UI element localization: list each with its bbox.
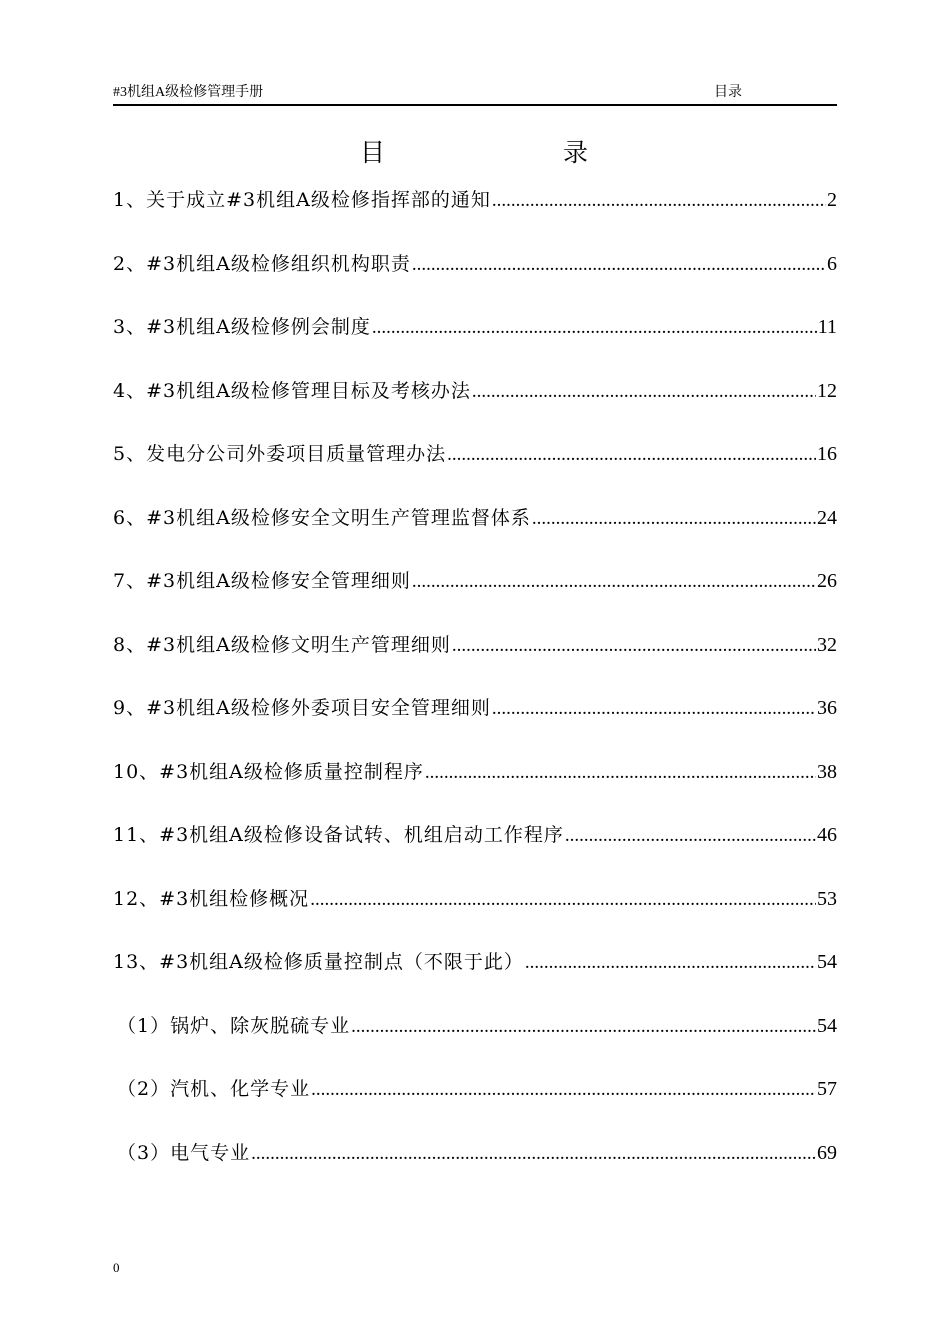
toc-entry[interactable] [113, 436, 837, 472]
toc-entry-label: 10、#3机组A级检修质量控制程序 [113, 760, 424, 783]
toc-subentry-page: 57 [817, 1078, 837, 1100]
page-header [113, 84, 837, 106]
toc-entry[interactable] [113, 690, 837, 726]
toc-entry[interactable] [113, 881, 837, 917]
toc-leader-dots [447, 437, 816, 473]
toc-leader-dots [251, 1136, 816, 1172]
toc-entry-label: 1、关于成立#3机组A级检修指挥部的通知 [113, 189, 491, 211]
toc-subentry[interactable] [113, 1071, 837, 1107]
toc-entry-page: 2 [827, 189, 837, 211]
toc-entry-page: 16 [817, 443, 837, 465]
toc-leader-dots [492, 691, 816, 727]
toc-entry-label: 8、#3机组A级检修文明生产管理细则 [113, 633, 451, 656]
toc-leader-dots [452, 628, 816, 664]
toc-subentry-label: （2）汽机、化学专业 [117, 1078, 311, 1100]
toc-subentry-label: （3）电气专业 [117, 1141, 251, 1164]
toc-entry-page: 46 [817, 824, 837, 846]
toc-title-char-2: 录 [563, 138, 589, 167]
toc-title [360, 133, 600, 169]
toc-leader-dots [492, 183, 826, 219]
toc-entry[interactable] [113, 563, 837, 599]
toc-leader-dots [412, 564, 816, 600]
toc-entry-page: 38 [817, 760, 837, 783]
toc-entry[interactable] [113, 182, 837, 218]
toc-entry[interactable] [113, 817, 837, 853]
toc-entry-label: 9、#3机组A级检修外委项目安全管理细则 [113, 697, 491, 719]
toc-entry-page: 32 [817, 633, 837, 656]
toc-entry-page: 6 [827, 252, 837, 275]
toc-leader-dots [311, 1072, 816, 1108]
toc-subentry[interactable] [113, 1135, 837, 1171]
toc-entry-page: 12 [817, 379, 837, 402]
header-section-title: 目录 [714, 85, 742, 100]
page-number: 0 [113, 1260, 120, 1275]
toc-entry[interactable] [113, 627, 837, 663]
toc-title-char-1: 目 [360, 138, 386, 167]
toc-entry-page: 24 [817, 506, 837, 529]
toc-leader-dots [472, 374, 816, 410]
toc-entry-page: 11 [817, 316, 837, 338]
toc-entry-label: 6、#3机组A级检修安全文明生产管理监督体系 [113, 506, 531, 529]
toc-entry-label: 7、#3机组A级检修安全管理细则 [113, 570, 411, 592]
toc-entry-label: 4、#3机组A级检修管理目标及考核办法 [113, 379, 471, 402]
toc-leader-dots [372, 310, 817, 346]
toc-entry-label: 12、#3机组检修概况 [113, 887, 310, 910]
toc-entry[interactable] [113, 754, 837, 790]
toc-subentry-label: （1）锅炉、除灰脱硫专业 [117, 1014, 351, 1037]
toc-leader-dots [525, 945, 816, 981]
toc-entry-page: 36 [817, 697, 837, 719]
toc-entry[interactable] [113, 246, 837, 282]
toc-entry-label: 11、#3机组A级检修设备试转、机组启动工作程序 [113, 824, 564, 846]
toc-entry-label: 13、#3机组A级检修质量控制点（不限于此） [113, 951, 524, 973]
toc-subentry[interactable] [113, 1008, 837, 1044]
toc-subentry-page: 54 [817, 1014, 837, 1037]
header-document-title: #3机组A级检修管理手册 [113, 85, 264, 100]
toc-entry-page: 26 [817, 570, 837, 592]
toc-entry-label: 5、发电分公司外委项目质量管理办法 [113, 443, 447, 465]
toc-entry[interactable] [113, 373, 837, 409]
toc-subentry-page: 69 [817, 1141, 837, 1164]
toc-entry[interactable] [113, 309, 837, 345]
toc-entry[interactable] [113, 944, 837, 980]
toc-entry[interactable] [113, 500, 837, 536]
toc-entry-page: 54 [817, 951, 837, 973]
toc-leader-dots [425, 755, 816, 791]
toc-entry-page: 53 [817, 887, 837, 910]
toc-entry-label: 3、#3机组A级检修例会制度 [113, 316, 371, 338]
toc-leader-dots [412, 247, 826, 283]
toc-leader-dots [532, 501, 816, 537]
toc-leader-dots [310, 882, 816, 918]
toc-leader-dots [565, 818, 816, 854]
toc-entry-label: 2、#3机组A级检修组织机构职责 [113, 252, 411, 275]
toc-leader-dots [351, 1009, 816, 1045]
